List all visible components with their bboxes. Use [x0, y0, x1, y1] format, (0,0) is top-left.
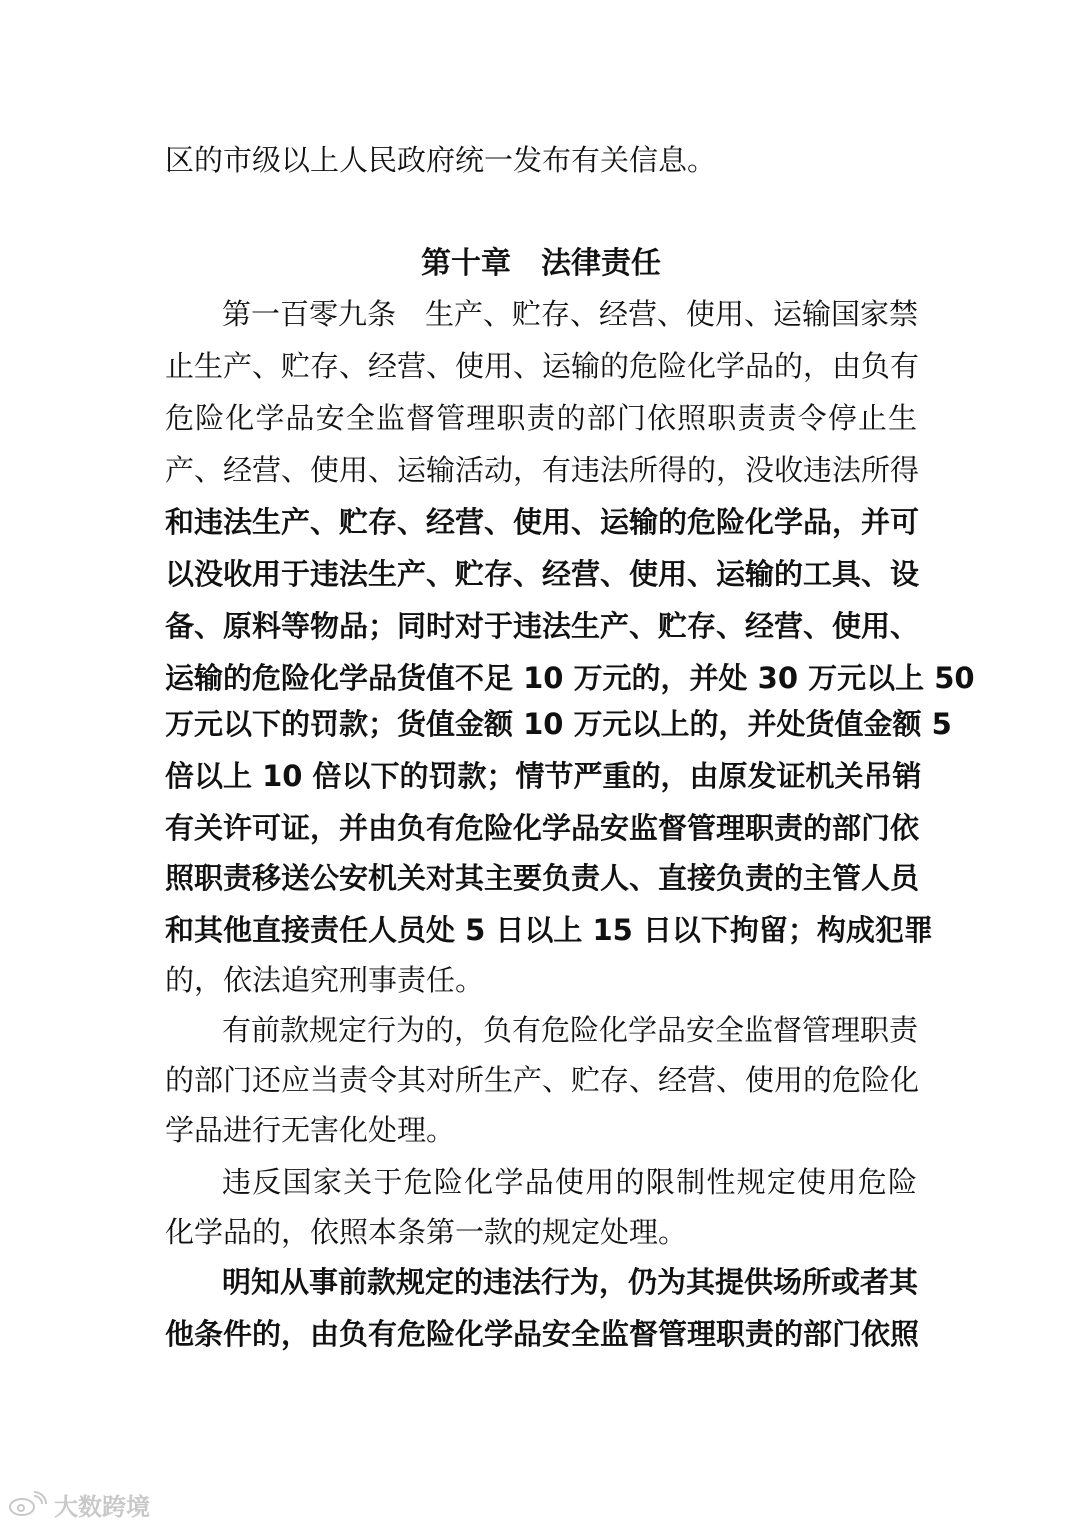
paragraph-line: 化学品的，依照本条第一款的规定处理。: [165, 1215, 688, 1249]
article-line: 有关许可证，并由负有危险化学品安监督管理职责的部门依: [165, 811, 920, 845]
article-line: 和其他直接责任人员处 5 日以上 15 日以下拘留；构成犯罪: [165, 913, 933, 947]
article-line: 止生产、贮存、经营、使用、运输的危险化学品的，由负有: [165, 349, 920, 383]
weibo-logo-icon: [8, 1490, 48, 1518]
paragraph-line: 违反国家关于危险化学品使用的限制性规定使用危险: [222, 1165, 917, 1199]
article-line: 的，依法追究刑事责任。: [165, 963, 485, 997]
article-line: 照职责移送公安机关对其主要负责人、直接负责的主管人员: [165, 861, 920, 895]
chapter-title: 第十章 法律责任: [421, 246, 661, 281]
article-line: 备、原料等物品；同时对于违法生产、贮存、经营、使用、: [165, 609, 920, 643]
article-line: 万元以下的罚款；货值金额 10 万元以上的，并处货值金额 5: [165, 707, 952, 741]
article-line: 和违法生产、贮存、经营、使用、运输的危险化学品，并可: [165, 505, 920, 539]
article-line: 危险化学品安全监督管理职责的部门依照职责责令停止生: [165, 401, 917, 435]
paragraph-line: 有前款规定行为的，负有危险化学品安全监督管理职责: [222, 1013, 919, 1047]
article-line: 倍以上 10 倍以下的罚款；情节严重的，由原发证机关吊销: [165, 759, 922, 793]
paragraph-line: 的部门还应当责令其对所生产、贮存、经营、使用的危险化: [165, 1063, 920, 1097]
paragraph-line: 他条件的，由负有危险化学品安全监督管理职责的部门依照: [165, 1317, 920, 1351]
intro-line: 区的市级以上人民政府统一发布有关信息。: [165, 143, 717, 177]
article-line: 产、经营、使用、运输活动，有违法所得的，没收违法所得: [165, 453, 920, 487]
watermark-text: 大数跨境: [54, 1492, 150, 1521]
article-line: 运输的危险化学品货值不足 10 万元的，并处 30 万元以上 50: [165, 661, 975, 695]
watermark: [8, 1488, 150, 1520]
article-line: 第一百零九条 生产、贮存、经营、使用、运输国家禁: [222, 297, 919, 331]
article-line: 以没收用于违法生产、贮存、经营、使用、运输的工具、设: [165, 557, 920, 591]
paragraph-line: 学品进行无害化处理。: [165, 1113, 456, 1147]
paragraph-line: 明知从事前款规定的违法行为，仍为其提供场所或者其: [222, 1265, 919, 1299]
